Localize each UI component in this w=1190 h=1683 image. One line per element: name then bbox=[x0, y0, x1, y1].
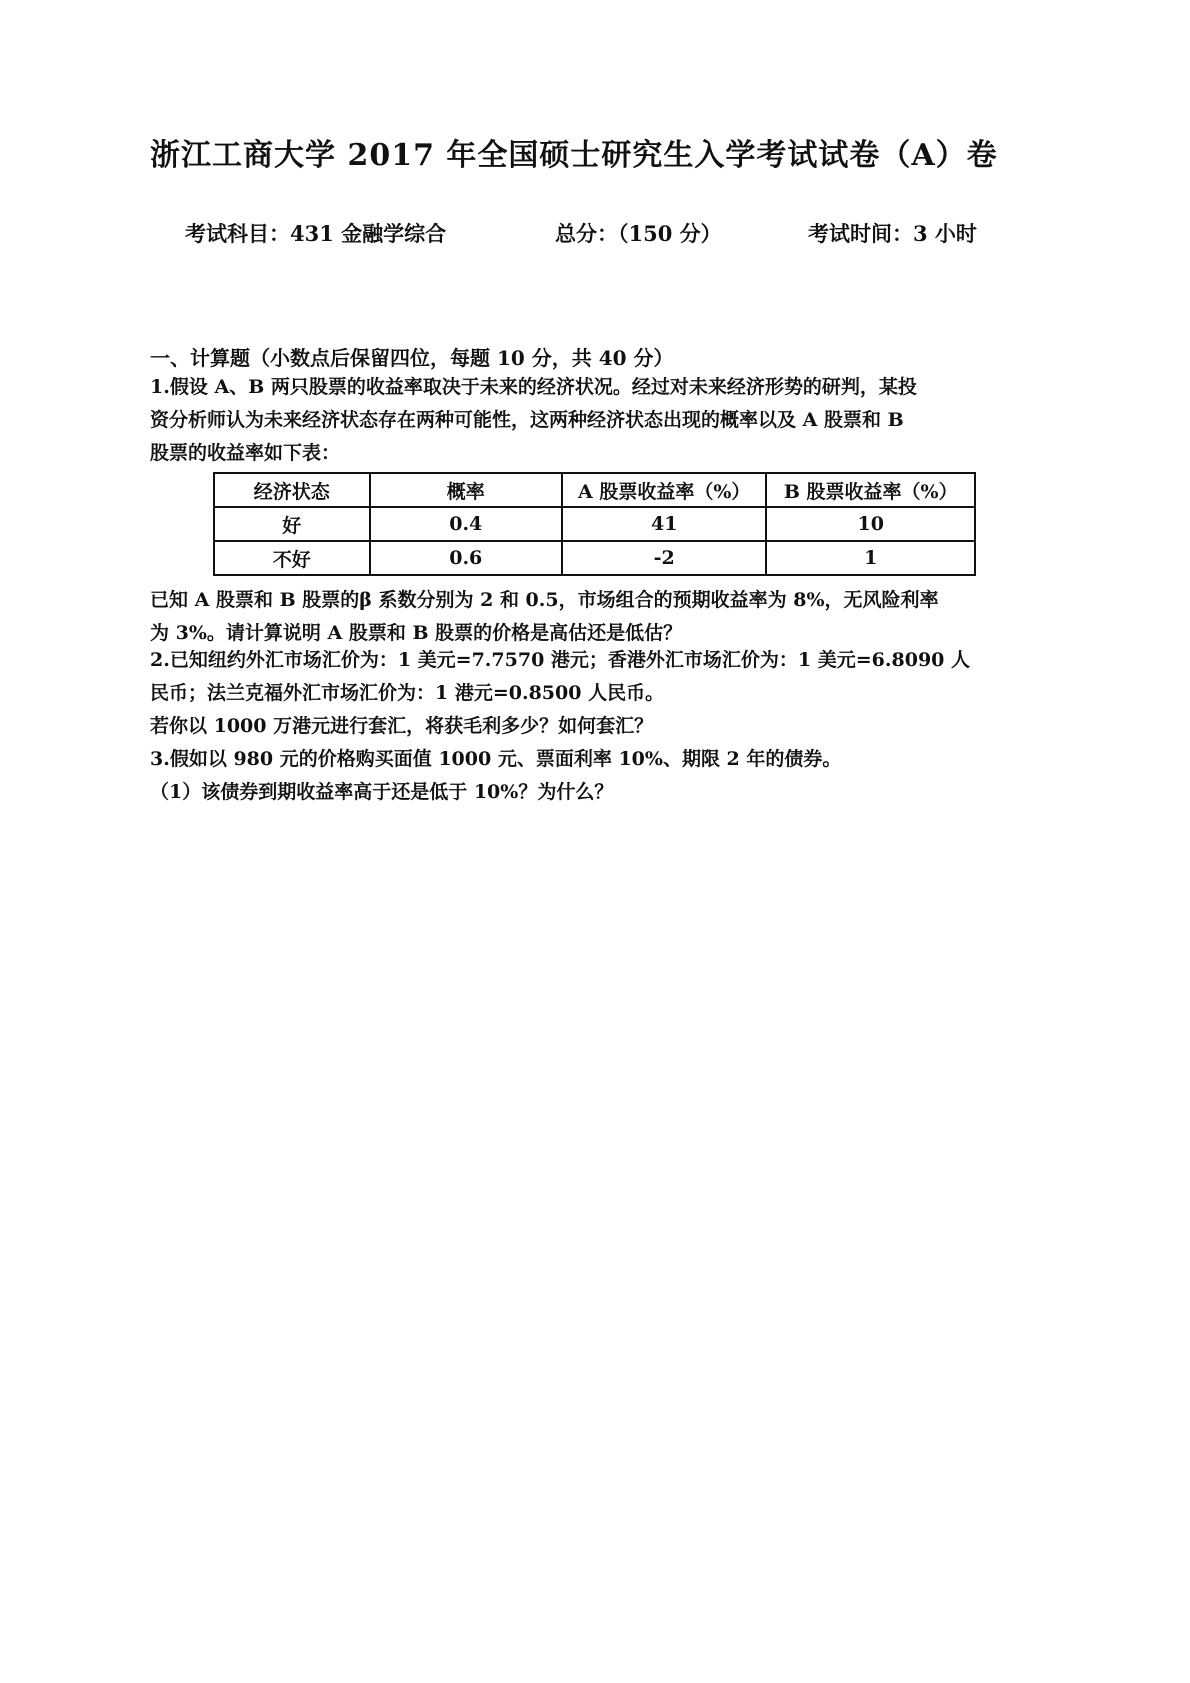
table-cell: 1 bbox=[766, 541, 975, 575]
header-economic-state: 经济状态 bbox=[214, 473, 370, 507]
question-2-intro bbox=[150, 644, 1050, 710]
section-heading: 一、计算题（小数点后保留四位，每题 10 分，共 40 分） bbox=[150, 346, 674, 370]
question-1-intro bbox=[150, 371, 1050, 470]
table-row bbox=[214, 541, 975, 575]
exam-total-score: 总分：（150 分） bbox=[555, 221, 722, 246]
table-cell: 不好 bbox=[214, 541, 370, 575]
exam-time: 考试时间：3 小时 bbox=[808, 221, 977, 246]
question-2-line: 民币；法兰克福外汇市场汇价为：1 港元=0.8500 人民币。 bbox=[150, 682, 665, 704]
table-cell: 0.4 bbox=[370, 507, 562, 541]
table-cell: 好 bbox=[214, 507, 370, 541]
table-cell: -2 bbox=[562, 541, 767, 575]
table-row bbox=[214, 507, 975, 541]
returns-table bbox=[213, 472, 976, 576]
exam-subject: 考试科目：431 金融学综合 bbox=[185, 221, 447, 246]
question-1-task-line: 为 3%。请计算说明 A 股票和 B 股票的价格是高估还是低估？ bbox=[150, 622, 683, 644]
table-cell: 0.6 bbox=[370, 541, 562, 575]
header-probability: 概率 bbox=[370, 473, 562, 507]
question-3-intro: 3.假如以 980 元的价格购买面值 1000 元、票面利率 10%、期限 2 年的债券。 bbox=[150, 748, 842, 770]
question-1-line: 1.假设 A、B 两只股票的收益率取决于未来的经济状况。经过对未来经济形势的研判，某投 bbox=[150, 376, 917, 398]
table-header-row bbox=[214, 473, 975, 507]
table-cell: 41 bbox=[562, 507, 767, 541]
header-a-return: A 股票收益率（%） bbox=[562, 473, 767, 507]
table-cell: 10 bbox=[766, 507, 975, 541]
question-1-line: 资分析师认为未来经济状态存在两种可能性，这两种经济状态出现的概率以及 A 股票和 B bbox=[150, 409, 904, 431]
header-b-return: B 股票收益率（%） bbox=[766, 473, 975, 507]
question-3-part-1: （1）该债券到期收益率高于还是低于 10%？为什么？ bbox=[150, 781, 614, 803]
question-2-task: 若你以 1000 万港元进行套汇，将获毛利多少？如何套汇？ bbox=[150, 715, 654, 737]
question-1-line: 股票的收益率如下表： bbox=[150, 442, 341, 464]
question-1-task bbox=[150, 584, 1050, 650]
question-2-line: 2.已知纽约外汇市场汇价为：1 美元=7.7570 港元；香港外汇市场汇价为：1 美元=6.8090 人 bbox=[150, 649, 971, 671]
question-1-task-line: 已知 A 股票和 B 股票的β 系数分别为 2 和 0.5，市场组合的预期收益率为 8%，无风险利率 bbox=[150, 589, 939, 611]
exam-title: 浙江工商大学 2017 年全国硕士研究生入学考试试卷（A）卷 bbox=[150, 138, 998, 173]
